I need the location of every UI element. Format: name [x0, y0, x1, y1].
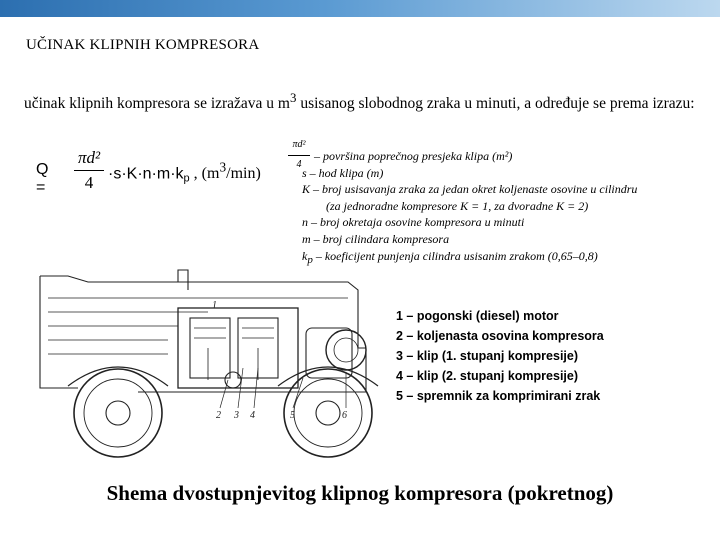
intro-text-end: usisanog slobodnog zraka u minuti, a određuje se prema izrazu:: [296, 95, 695, 113]
hood-lines: [48, 298, 348, 354]
drawing-label-1: 1: [212, 300, 217, 311]
rear-wheel: [284, 369, 372, 457]
part-3: 3 – klip (1. stupanj kompresije): [396, 349, 579, 363]
rear-wheel-rim: [294, 379, 362, 447]
exhaust-stack: [178, 270, 188, 282]
top-banner: [0, 0, 720, 17]
drawing-label-5: 5: [290, 410, 295, 421]
formula-product-sub: p: [183, 172, 190, 185]
front-wheel-rim: [84, 379, 152, 447]
part-4: 4 – klip (2. stupanj kompresije): [396, 369, 579, 383]
formula-product: [108, 160, 261, 184]
formula-denominator: 4: [84, 173, 94, 192]
rear-wheel-hub: [316, 401, 340, 425]
crankshaft: [225, 372, 241, 388]
legend-fraction-den: 4: [296, 158, 302, 170]
part-2: 2 – koljenasta osovina kompresora: [396, 329, 604, 343]
formula-unit-close: /min): [226, 165, 261, 183]
formula-numerator: πd²: [77, 148, 101, 167]
parts-list: [396, 306, 604, 406]
figure-caption: Shema dvostupnjevitog klipnog kompresora (pokretnog): [106, 481, 614, 505]
formula-unit-open: , (m: [189, 165, 220, 183]
intro-text: [24, 88, 704, 114]
legend-line-k: K – broj usisavanja zraka za jedan okret koljenaste osovine u cilindru: [302, 182, 638, 197]
page-title: UČINAK KLIPNIH KOMPRESORA: [26, 37, 260, 53]
cylinder-1: [190, 318, 230, 378]
intro-superscript: 3: [290, 90, 297, 105]
legend-line-stroke: s – hod klipa (m): [302, 165, 384, 180]
formula-unit-sup: 3: [219, 160, 227, 175]
legend-line-n: n – broj okretaja osovine kompresora u minuti: [302, 215, 525, 230]
part-5: 5 – spremnik za komprimirani zrak: [396, 389, 601, 403]
intro-text-start: učinak klipnih kompresora se izražava u m: [24, 95, 290, 113]
legend-line-m: m – broj cilindara kompresora: [302, 231, 450, 246]
front-wheel-hub: [106, 401, 130, 425]
legend-kp-symbol: k: [302, 248, 308, 263]
formula-fraction: [74, 147, 104, 194]
drawing-label-6: 6: [342, 410, 347, 421]
drawing-label-4: 4: [250, 410, 255, 421]
legend-kp-sub: p: [307, 253, 313, 266]
legend-line-area: – površina poprečnog presjeka klipa (m²): [314, 149, 513, 163]
formula-product-terms: ·s·K·n·m·k: [108, 165, 184, 183]
air-tank-cap: [334, 338, 358, 362]
formula-lhs: Q =: [36, 161, 49, 196]
part-1: 1 – pogonski (diesel) motor: [396, 309, 559, 323]
drawing-label-2: 2: [216, 410, 221, 421]
air-tank: [326, 330, 366, 370]
drawing-label-3: 3: [234, 410, 239, 421]
compressor-drawing: [28, 268, 388, 468]
frame-outline: [40, 276, 366, 392]
fraction-bar: [74, 170, 104, 171]
legend-line-kp: [288, 248, 688, 269]
legend-fraction-num: πd²: [292, 139, 306, 150]
formula-unit: [189, 160, 261, 183]
legend-line-k-note: (za jednoradne kompresore K = 1, za dvoradne K = 2): [326, 198, 589, 213]
legend-rows: [288, 148, 688, 268]
front-wheel: [74, 369, 162, 457]
legend-kp-text: – koeficijent punjenja cilindra usisanim zrakom (0,65–0,8): [312, 248, 598, 263]
